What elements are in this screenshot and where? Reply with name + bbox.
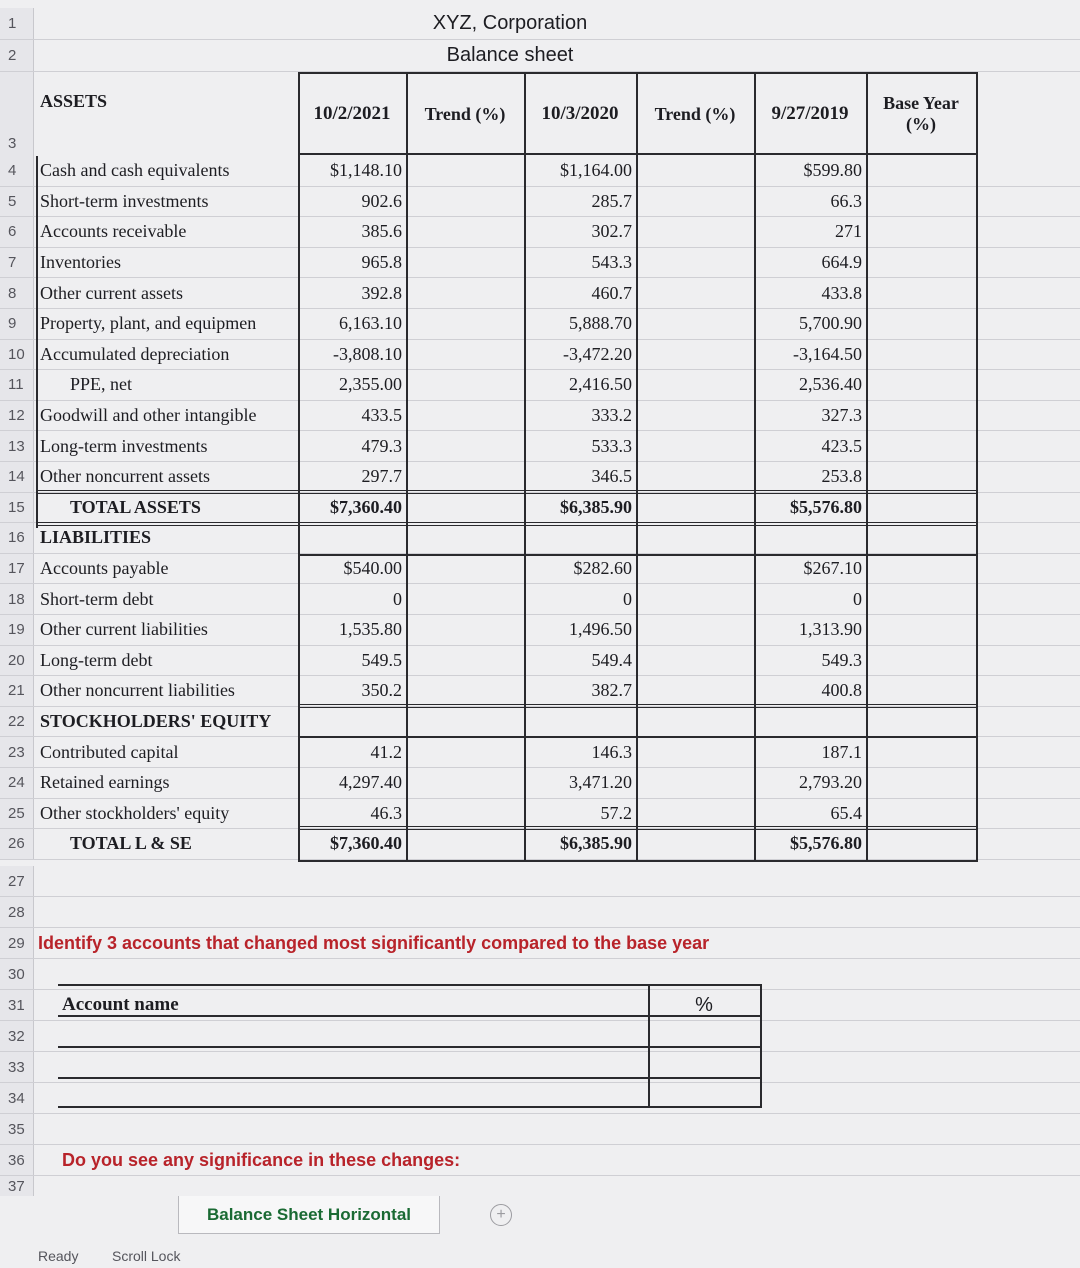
value-2019[interactable]: 664.9 xyxy=(821,252,862,273)
answer-table-border xyxy=(760,984,762,1108)
base-year-percent[interactable] xyxy=(866,340,976,370)
value-2021[interactable]: $1,148.10 xyxy=(330,160,402,181)
base-year-percent[interactable] xyxy=(866,676,976,706)
row-header[interactable]: 24 xyxy=(0,768,34,798)
col-border xyxy=(866,72,868,862)
value-2021[interactable]: 392.8 xyxy=(361,282,402,303)
trend-2020[interactable] xyxy=(636,676,754,706)
table-row[interactable] xyxy=(0,768,1080,799)
trend-2021[interactable] xyxy=(406,309,524,339)
account-label[interactable]: STOCKHOLDERS' EQUITY xyxy=(40,711,272,732)
table-row[interactable] xyxy=(0,431,1080,462)
sheet-subtitle: Balance sheet xyxy=(446,44,574,66)
value-2020[interactable]: 549.4 xyxy=(591,649,632,670)
trend-2020[interactable] xyxy=(636,646,754,676)
account-label[interactable]: Accounts payable xyxy=(40,558,169,579)
trend-2020[interactable] xyxy=(636,278,754,308)
row-header[interactable]: 29 xyxy=(0,928,34,958)
trend-2021[interactable] xyxy=(406,248,524,278)
value-2019[interactable]: 5,700.90 xyxy=(799,313,862,334)
value-2020[interactable]: 543.3 xyxy=(591,252,632,273)
value-2020[interactable]: $6,385.90 xyxy=(560,833,632,854)
row-header[interactable]: 28 xyxy=(0,897,34,927)
row-header[interactable]: 7 xyxy=(0,248,34,278)
table-row[interactable] xyxy=(0,584,1080,615)
value-2020[interactable]: $6,385.90 xyxy=(560,496,632,517)
value-2020[interactable]: 146.3 xyxy=(591,741,632,762)
table-row[interactable] xyxy=(0,156,1080,187)
account-label[interactable]: Short-term investments xyxy=(40,190,209,211)
table-row[interactable] xyxy=(0,278,1080,309)
col-border xyxy=(636,72,638,862)
col-header-2020[interactable]: 10/3/2020 xyxy=(541,103,619,124)
trend-2020[interactable] xyxy=(636,768,754,798)
value-2021[interactable]: 350.2 xyxy=(361,680,402,701)
value-2019[interactable]: 400.8 xyxy=(821,680,862,701)
answer-account-3[interactable] xyxy=(58,1083,648,1113)
trend-2020[interactable] xyxy=(636,829,754,859)
account-label[interactable]: Long-term investments xyxy=(40,435,208,456)
table-row[interactable] xyxy=(0,248,1080,279)
base-year-label: Base Year xyxy=(883,93,959,113)
row-35[interactable] xyxy=(0,1114,1080,1145)
assets-header[interactable]: ASSETS xyxy=(40,90,108,111)
col-border xyxy=(406,72,408,862)
row-header[interactable]: 15 xyxy=(0,493,34,523)
sheet-tab-bar xyxy=(0,1196,1080,1236)
row-3-header[interactable] xyxy=(0,72,1080,156)
value-2020[interactable]: 382.7 xyxy=(591,680,632,701)
row-header[interactable]: 14 xyxy=(0,462,34,492)
row-header[interactable]: 10 xyxy=(0,340,34,370)
base-year-percent[interactable] xyxy=(866,401,976,431)
base-year-percent[interactable] xyxy=(866,584,976,614)
trend-2021[interactable] xyxy=(406,278,524,308)
base-year-percent[interactable] xyxy=(866,799,976,829)
col-header-trend-2021[interactable]: Trend (%) xyxy=(424,103,506,124)
account-label[interactable]: Accumulated depreciation xyxy=(40,343,230,364)
value-2019[interactable]: 2,793.20 xyxy=(799,772,862,793)
value-2020[interactable]: 5,888.70 xyxy=(569,313,632,334)
row-header[interactable]: 22 xyxy=(0,707,34,737)
value-2020[interactable]: 2,416.50 xyxy=(569,374,632,395)
trend-2021[interactable] xyxy=(406,462,524,492)
table-row[interactable] xyxy=(0,615,1080,646)
account-label[interactable]: Retained earnings xyxy=(40,772,170,793)
value-2019[interactable]: 66.3 xyxy=(830,190,862,211)
value-2019[interactable]: 433.8 xyxy=(821,282,862,303)
trend-2020[interactable] xyxy=(636,707,754,737)
row-header[interactable]: 25 xyxy=(0,799,34,829)
col-border xyxy=(36,156,38,528)
trend-2020[interactable] xyxy=(636,615,754,645)
value-2021[interactable]: $540.00 xyxy=(343,558,402,579)
value-2019[interactable] xyxy=(754,707,866,737)
value-2019[interactable]: 65.4 xyxy=(830,802,862,823)
value-2019[interactable]: 1,313.90 xyxy=(799,619,862,640)
sheet-title: XYZ, Corporation xyxy=(432,12,588,34)
trend-2020[interactable] xyxy=(636,340,754,370)
trend-2021[interactable] xyxy=(406,554,524,584)
base-year-percent[interactable] xyxy=(866,523,976,553)
row-header[interactable]: 34 xyxy=(0,1083,34,1113)
base-year-percent[interactable] xyxy=(866,554,976,584)
table-row[interactable] xyxy=(0,309,1080,340)
col-border xyxy=(298,72,300,862)
trend-2020[interactable] xyxy=(636,156,754,186)
answer-account-name-header[interactable]: Account name xyxy=(62,994,179,1015)
total-assets-top-border xyxy=(36,490,978,494)
col-header-trend-2020[interactable]: Trend (%) xyxy=(654,103,736,124)
base-year-percent[interactable] xyxy=(866,646,976,676)
col-border xyxy=(976,72,978,862)
value-2019[interactable]: $267.10 xyxy=(803,558,862,579)
trend-2021[interactable] xyxy=(406,737,524,767)
trend-2020[interactable] xyxy=(636,431,754,461)
value-2020[interactable]: 533.3 xyxy=(591,435,632,456)
row-header[interactable]: 35 xyxy=(0,1114,34,1144)
row-header[interactable]: 36 xyxy=(0,1145,34,1175)
answer-percent-header[interactable]: % xyxy=(695,993,713,1016)
trend-2020[interactable] xyxy=(636,737,754,767)
base-year-percent[interactable] xyxy=(866,217,976,247)
row-36[interactable] xyxy=(0,1145,1080,1176)
value-2019[interactable]: -3,164.50 xyxy=(793,343,862,364)
col-border xyxy=(754,72,756,862)
answer-table-border xyxy=(58,1077,761,1079)
account-label[interactable]: TOTAL L & SE xyxy=(70,833,192,854)
table-row[interactable] xyxy=(0,340,1080,371)
base-year-percent[interactable] xyxy=(866,707,976,737)
answer-table-border xyxy=(58,1015,761,1017)
value-2019[interactable]: 187.1 xyxy=(821,741,862,762)
trend-2020[interactable] xyxy=(636,554,754,584)
trend-2020[interactable] xyxy=(636,493,754,523)
row-header[interactable]: 5 xyxy=(0,187,34,217)
status-ready: Ready xyxy=(38,1248,79,1264)
account-label[interactable]: Other current liabilities xyxy=(40,619,208,640)
row-34[interactable] xyxy=(0,1083,1080,1114)
table-row[interactable] xyxy=(0,737,1080,768)
value-2019[interactable]: $5,576.80 xyxy=(790,833,862,854)
value-2020[interactable]: 460.7 xyxy=(591,282,632,303)
total-assets-bottom-border xyxy=(36,522,978,526)
value-2021[interactable]: 1,535.80 xyxy=(339,619,402,640)
row-header[interactable]: 8 xyxy=(0,278,34,308)
value-2019[interactable]: $599.80 xyxy=(803,160,862,181)
header-top-border xyxy=(298,72,978,74)
base-year-percent[interactable] xyxy=(866,278,976,308)
trend-2021[interactable] xyxy=(406,340,524,370)
row-header[interactable]: 30 xyxy=(0,959,34,989)
value-2020[interactable]: 333.2 xyxy=(591,405,632,426)
table-row[interactable] xyxy=(0,676,1080,707)
account-label[interactable]: LIABILITIES xyxy=(40,527,152,548)
row-header[interactable]: 13 xyxy=(0,431,34,461)
account-label[interactable]: Other current assets xyxy=(40,282,183,303)
account-label[interactable]: Short-term debt xyxy=(40,588,154,609)
trend-2020[interactable] xyxy=(636,401,754,431)
value-2019[interactable]: 253.8 xyxy=(821,466,862,487)
value-2021[interactable]: 297.7 xyxy=(361,466,402,487)
trend-2021[interactable] xyxy=(406,646,524,676)
value-2019[interactable]: 423.5 xyxy=(821,435,862,456)
equity-bottom-border xyxy=(298,736,978,738)
row-header[interactable]: 17 xyxy=(0,554,34,584)
row-header[interactable]: 3 xyxy=(0,72,34,156)
row-header[interactable]: 20 xyxy=(0,646,34,676)
question-significance[interactable]: Do you see any significance in these changes: xyxy=(62,1149,461,1170)
answer-table-border xyxy=(648,984,650,1108)
status-scroll-lock: Scroll Lock xyxy=(112,1248,181,1264)
trend-2021[interactable] xyxy=(406,401,524,431)
value-2019[interactable]: $5,576.80 xyxy=(790,496,862,517)
row-header[interactable]: 16 xyxy=(0,523,34,553)
table-row[interactable] xyxy=(0,646,1080,677)
row-header[interactable]: 11 xyxy=(0,370,34,400)
col-header-2021[interactable]: 10/2/2021 xyxy=(313,103,391,124)
row-27[interactable] xyxy=(0,866,1080,897)
row-header[interactable]: 33 xyxy=(0,1052,34,1082)
trend-2020[interactable] xyxy=(636,584,754,614)
trend-2020[interactable] xyxy=(636,462,754,492)
account-label[interactable]: Other stockholders' equity xyxy=(40,802,230,823)
status-bar xyxy=(0,1240,1080,1268)
row-header[interactable]: 1 xyxy=(0,8,34,39)
trend-2021[interactable] xyxy=(406,217,524,247)
value-2020[interactable]: $1,164.00 xyxy=(560,160,632,181)
base-year-percent[interactable] xyxy=(866,431,976,461)
col-header-base-year[interactable] xyxy=(866,72,976,156)
value-2021[interactable] xyxy=(298,707,406,737)
trend-2020[interactable] xyxy=(636,799,754,829)
value-2021[interactable]: 0 xyxy=(393,588,402,609)
base-year-percent[interactable] xyxy=(866,187,976,217)
value-2020[interactable]: 0 xyxy=(623,588,632,609)
base-year-percent[interactable] xyxy=(866,768,976,798)
answer-table-border xyxy=(58,1046,761,1048)
base-year-percent[interactable] xyxy=(866,370,976,400)
table-row[interactable] xyxy=(0,493,1080,524)
value-2020[interactable]: 302.7 xyxy=(591,221,632,242)
value-2020[interactable] xyxy=(524,707,636,737)
value-2021[interactable]: -3,808.10 xyxy=(333,343,402,364)
row-header[interactable]: 6 xyxy=(0,217,34,247)
account-label[interactable]: PPE, net xyxy=(70,374,133,395)
trend-2020[interactable] xyxy=(636,248,754,278)
table-row[interactable] xyxy=(0,462,1080,493)
value-2020[interactable]: $282.60 xyxy=(573,558,632,579)
value-2021[interactable]: 965.8 xyxy=(361,252,402,273)
row-header[interactable]: 9 xyxy=(0,309,34,339)
base-year-percent[interactable] xyxy=(866,156,976,186)
value-2020[interactable] xyxy=(524,523,636,553)
value-2021[interactable]: 433.5 xyxy=(361,405,402,426)
trend-2021[interactable] xyxy=(406,676,524,706)
base-year-percent[interactable] xyxy=(866,462,976,492)
trend-2021[interactable] xyxy=(406,768,524,798)
table-row[interactable] xyxy=(0,217,1080,248)
trend-2020[interactable] xyxy=(636,309,754,339)
account-label[interactable]: Accounts receivable xyxy=(40,221,187,242)
sheet-tab-balance-sheet-horizontal[interactable]: Balance Sheet Horizontal xyxy=(178,1196,440,1234)
value-2019[interactable]: 549.3 xyxy=(821,649,862,670)
value-2021[interactable]: 902.6 xyxy=(361,190,402,211)
table-row[interactable] xyxy=(0,401,1080,432)
account-label[interactable]: TOTAL ASSETS xyxy=(70,496,201,517)
answer-table-border xyxy=(58,1106,761,1108)
table-row[interactable] xyxy=(0,554,1080,585)
row-header[interactable]: 2 xyxy=(0,40,34,71)
trend-2021[interactable] xyxy=(406,156,524,186)
value-2020[interactable]: 285.7 xyxy=(591,190,632,211)
trend-2021[interactable] xyxy=(406,584,524,614)
value-2021[interactable]: 385.6 xyxy=(361,221,402,242)
header-bottom-border xyxy=(298,153,978,155)
row-header[interactable]: 37 xyxy=(0,1176,34,1196)
col-header-2019[interactable]: 9/27/2019 xyxy=(771,103,849,124)
row-header[interactable]: 18 xyxy=(0,584,34,614)
value-2021[interactable]: 46.3 xyxy=(370,802,402,823)
table-row[interactable] xyxy=(0,370,1080,401)
base-year-percent[interactable] xyxy=(866,493,976,523)
value-2019[interactable]: 327.3 xyxy=(821,405,862,426)
account-label[interactable]: Long-term debt xyxy=(40,649,153,670)
value-2021[interactable]: 41.2 xyxy=(370,741,402,762)
question-identify-accounts[interactable]: Identify 3 accounts that changed most significantly compared to the base year xyxy=(38,932,710,953)
row-header[interactable]: 26 xyxy=(0,829,34,859)
account-label[interactable]: Property, plant, and equipmen xyxy=(40,313,257,334)
row-header[interactable]: 12 xyxy=(0,401,34,431)
account-label[interactable]: Contributed capital xyxy=(40,741,179,762)
trend-2021[interactable] xyxy=(406,523,524,553)
value-2021[interactable]: 479.3 xyxy=(361,435,402,456)
base-year-unit: (%) xyxy=(906,114,936,134)
base-year-percent[interactable] xyxy=(866,309,976,339)
row-header[interactable]: 27 xyxy=(0,866,34,896)
value-2020[interactable]: 1,496.50 xyxy=(569,619,632,640)
base-year-percent[interactable] xyxy=(866,737,976,767)
trend-2020[interactable] xyxy=(636,523,754,553)
account-label[interactable]: Inventories xyxy=(40,252,121,273)
value-2021[interactable]: $7,360.40 xyxy=(330,496,402,517)
value-2020[interactable]: 346.5 xyxy=(591,466,632,487)
trend-2021[interactable] xyxy=(406,829,524,859)
account-label[interactable]: Other noncurrent liabilities xyxy=(40,680,235,701)
value-2019[interactable]: 0 xyxy=(853,588,862,609)
value-2020[interactable]: -3,472.20 xyxy=(563,343,632,364)
table-row[interactable] xyxy=(0,799,1080,830)
answer-percent-3[interactable] xyxy=(648,1083,760,1113)
row-header[interactable]: 19 xyxy=(0,615,34,645)
trend-2021[interactable] xyxy=(406,615,524,645)
table-row[interactable] xyxy=(0,187,1080,218)
base-year-percent[interactable] xyxy=(866,248,976,278)
col-border xyxy=(524,72,526,862)
row-28[interactable] xyxy=(0,897,1080,928)
row-header[interactable]: 4 xyxy=(0,156,34,186)
account-label[interactable]: Other noncurrent assets xyxy=(40,466,210,487)
add-sheet-icon[interactable]: + xyxy=(490,1204,512,1226)
value-2021[interactable]: 549.5 xyxy=(361,649,402,670)
table-row[interactable] xyxy=(0,707,1080,738)
equity-top-border xyxy=(298,704,978,708)
value-2021[interactable]: $7,360.40 xyxy=(330,833,402,854)
value-2021[interactable] xyxy=(298,523,406,553)
value-2019[interactable]: 271 xyxy=(835,221,862,242)
trend-2020[interactable] xyxy=(636,370,754,400)
row-header[interactable]: 31 xyxy=(0,990,34,1020)
trend-2020[interactable] xyxy=(636,217,754,247)
account-label[interactable]: Goodwill and other intangible xyxy=(40,405,257,426)
row-header[interactable]: 23 xyxy=(0,737,34,767)
value-2019[interactable]: 2,536.40 xyxy=(799,374,862,395)
trend-2021[interactable] xyxy=(406,370,524,400)
value-2021[interactable]: 4,297.40 xyxy=(339,772,402,793)
row-29[interactable] xyxy=(0,928,1080,959)
trend-2020[interactable] xyxy=(636,187,754,217)
total-lse-bottom-border xyxy=(298,860,978,862)
table-row[interactable] xyxy=(0,523,1080,554)
value-2021[interactable]: 6,163.10 xyxy=(339,313,402,334)
trend-2021[interactable] xyxy=(406,187,524,217)
trend-2021[interactable] xyxy=(406,799,524,829)
row-header[interactable]: 32 xyxy=(0,1021,34,1051)
total-lse-top-border xyxy=(298,826,978,830)
answer-table-border xyxy=(58,984,761,986)
value-2021[interactable]: 2,355.00 xyxy=(339,374,402,395)
table-row[interactable] xyxy=(0,829,1080,860)
value-2020[interactable]: 57.2 xyxy=(600,802,632,823)
base-year-percent[interactable] xyxy=(866,615,976,645)
trend-2021[interactable] xyxy=(406,707,524,737)
account-label[interactable]: Cash and cash equivalents xyxy=(40,160,230,181)
value-2020[interactable]: 3,471.20 xyxy=(569,772,632,793)
row-header[interactable]: 21 xyxy=(0,676,34,706)
trend-2021[interactable] xyxy=(406,431,524,461)
value-2019[interactable] xyxy=(754,523,866,553)
row-37[interactable] xyxy=(0,1176,1080,1196)
liabilities-border xyxy=(298,554,978,556)
trend-2021[interactable] xyxy=(406,493,524,523)
base-year-percent[interactable] xyxy=(866,829,976,859)
